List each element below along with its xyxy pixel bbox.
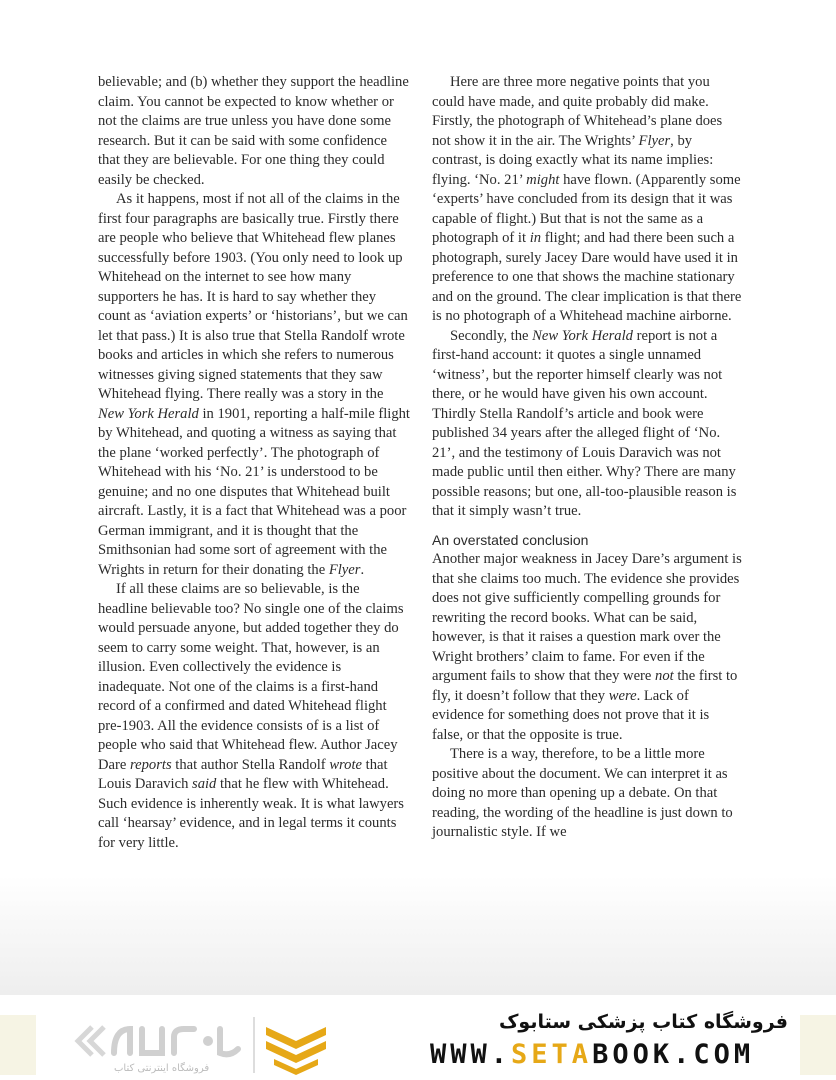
paragraph: [432, 73, 744, 327]
footer-strip-left: [0, 1015, 36, 1075]
logo-wordmark-icon: [114, 1029, 238, 1054]
italic-text: New York Herald: [98, 405, 199, 422]
paragraph: [98, 190, 410, 580]
text-run: .: [360, 561, 365, 578]
logo-arrows-icon: [78, 1027, 104, 1055]
text-run: , by contrast, is doing exactly what its name implies: flying. ‘No. 21’: [432, 132, 714, 188]
paragraph: [432, 327, 744, 522]
text-run: Secondly, the: [450, 327, 533, 344]
text-run: have flown. (Apparently some ‘experts’ have concluded from its design that it was capable of flight.) But that is not the same as a photograph of it: [432, 171, 741, 246]
right-column-top: [432, 73, 744, 522]
url-prefix: WWW.: [430, 1039, 512, 1070]
url-suffix: BOOK.COM: [592, 1039, 755, 1070]
paragraph: [98, 73, 410, 190]
store-url[interactable]: [430, 1039, 754, 1070]
store-title: فروشگاه کتاب پزشکی ستابوک: [498, 1011, 788, 1033]
left-column: [98, 73, 410, 853]
section-subheading: An overstated conclusion: [432, 531, 589, 548]
text-run: Here are three more negative points that you could have made, and quite probably did make. Firstly, the photograph of Whitehead’s plane does not show it in the air. The Wrights’: [432, 74, 723, 149]
italic-text: in: [529, 230, 542, 246]
text-run: that he flew with Whitehead. Such evidence is inherently weak. It is what lawyers call ‘hearsay’ evidence, and in legal terms it counts for very little.: [98, 776, 404, 851]
italic-text: might: [526, 171, 560, 188]
italic-text: wrote: [329, 756, 363, 773]
text-run: . Lack of evidence for something does not prove that it is false, or that the opposite is true.: [432, 687, 710, 743]
stacked-chevron-icon: [266, 1027, 326, 1075]
right-column-bottom: [432, 550, 744, 843]
italic-text: Flyer: [328, 561, 361, 578]
text-run: believable; and (b) whether they support the headline claim. You cannot be expected to know whether or not the claims are true unless you have done some research. But it can be said with some confidence that they are believable. For one thing they could easily be checked.: [98, 74, 409, 188]
right-column: [432, 73, 744, 843]
text-run: that Louis Daravich: [98, 756, 388, 792]
setabook-logo: [70, 1013, 330, 1075]
footer-strip-right: [800, 1015, 836, 1075]
text-run: Another major weakness in Jacey Dare’s argument is that she claims too much. The evidence she provides does not give sufficiently compelling grounds for rewriting the record books. What can be said, however, is that it raises a question mark over the Wright brothers’ claim to fame. For even if the argument fails to show that they were: [432, 551, 742, 684]
text-run: in 1901, reporting a half-mile flight by Whitehead, and quoting a witness as saying that the plane ‘worked perfectly’. The photograph of Whitehead with his ‘No. 21’ is understood to be genuine; and no one disputes that Whitehead built aircraft. Lastly, it is a fact that Whitehead was a poor German immigrant, and it is thought that the Smithsonian had some sort of agreement with the Wrights in return for their donating the: [98, 405, 410, 578]
italic-text: Flyer: [638, 132, 671, 149]
text-run: As it happens, most if not all of the claims in the first four paragraphs are basically true. Firstly there are people who believe that Whitehead flew planes successfully before 1903. (You only need to look up Whitehead on the internet to see how many supporters he has. It is hard to say whether they count as ‘aviation experts’ or ‘historians’, but we can let that pass.) It is also true that Stella Randolf wrote books and articles in which she refers to numerous witnesses giving signed statements that they saw Whitehead flying. There really was a story in the: [98, 191, 408, 402]
text-run: flight; and had there been such a photograph, surely Jacey Dare would have used it in preference to one that shows the machine stationary and on the ground. The clear implication is that there is no photograph of a Whitehead machine airborne.: [432, 230, 742, 324]
italic-text: New York Herald: [532, 327, 633, 344]
text-run: There is a way, therefore, to be a little more positive about the document. We can interpret it as doing no more than opening up a debate. On that reading, the wording of the headline is just down to journalistic style. If we: [432, 746, 733, 840]
logo-tagline: فروشگاه اینترنتی کتاب: [114, 1063, 210, 1074]
store-footer: [0, 995, 836, 1080]
url-highlight: SETA: [511, 1039, 593, 1070]
paragraph: [432, 745, 744, 843]
text-run: If all these claims are so believable, is the headline believable too? No single one of the claims would persuade anyone, but added together they do seem to carry some weight. That, however, is an illusion. Even collectively the evidence is inadequate. Not one of the claims is a first-hand record of a confirmed and dated Whitehead flight pre-1903. All the evidence consists of is a list of people who said that Whitehead flew. Author Jacey Dare: [98, 581, 404, 773]
italic-text: not: [655, 668, 674, 684]
paragraph: [98, 580, 410, 853]
text-run: that author Stella Randolf: [171, 756, 330, 773]
paragraph: [432, 550, 744, 745]
italic-text: were: [608, 687, 637, 704]
text-run: report is not a first-hand account: it quotes a single unnamed ‘witness’, but the reporter himself clearly was not there, or he would have given his own account. Thirdly Stella Randolf’s article and book were published 34 years after the alleged flight of ‘No. 21’, and the testimony of Louis Daravich was not made public until then either. Why? There are many possible reasons; but one, all-too-plausible reason is that it simply wasn’t true.: [432, 327, 737, 519]
italic-text: reports: [130, 756, 172, 773]
italic-text: said: [192, 776, 217, 792]
text-run: the first to fly, it doesn’t follow that they: [432, 668, 738, 704]
